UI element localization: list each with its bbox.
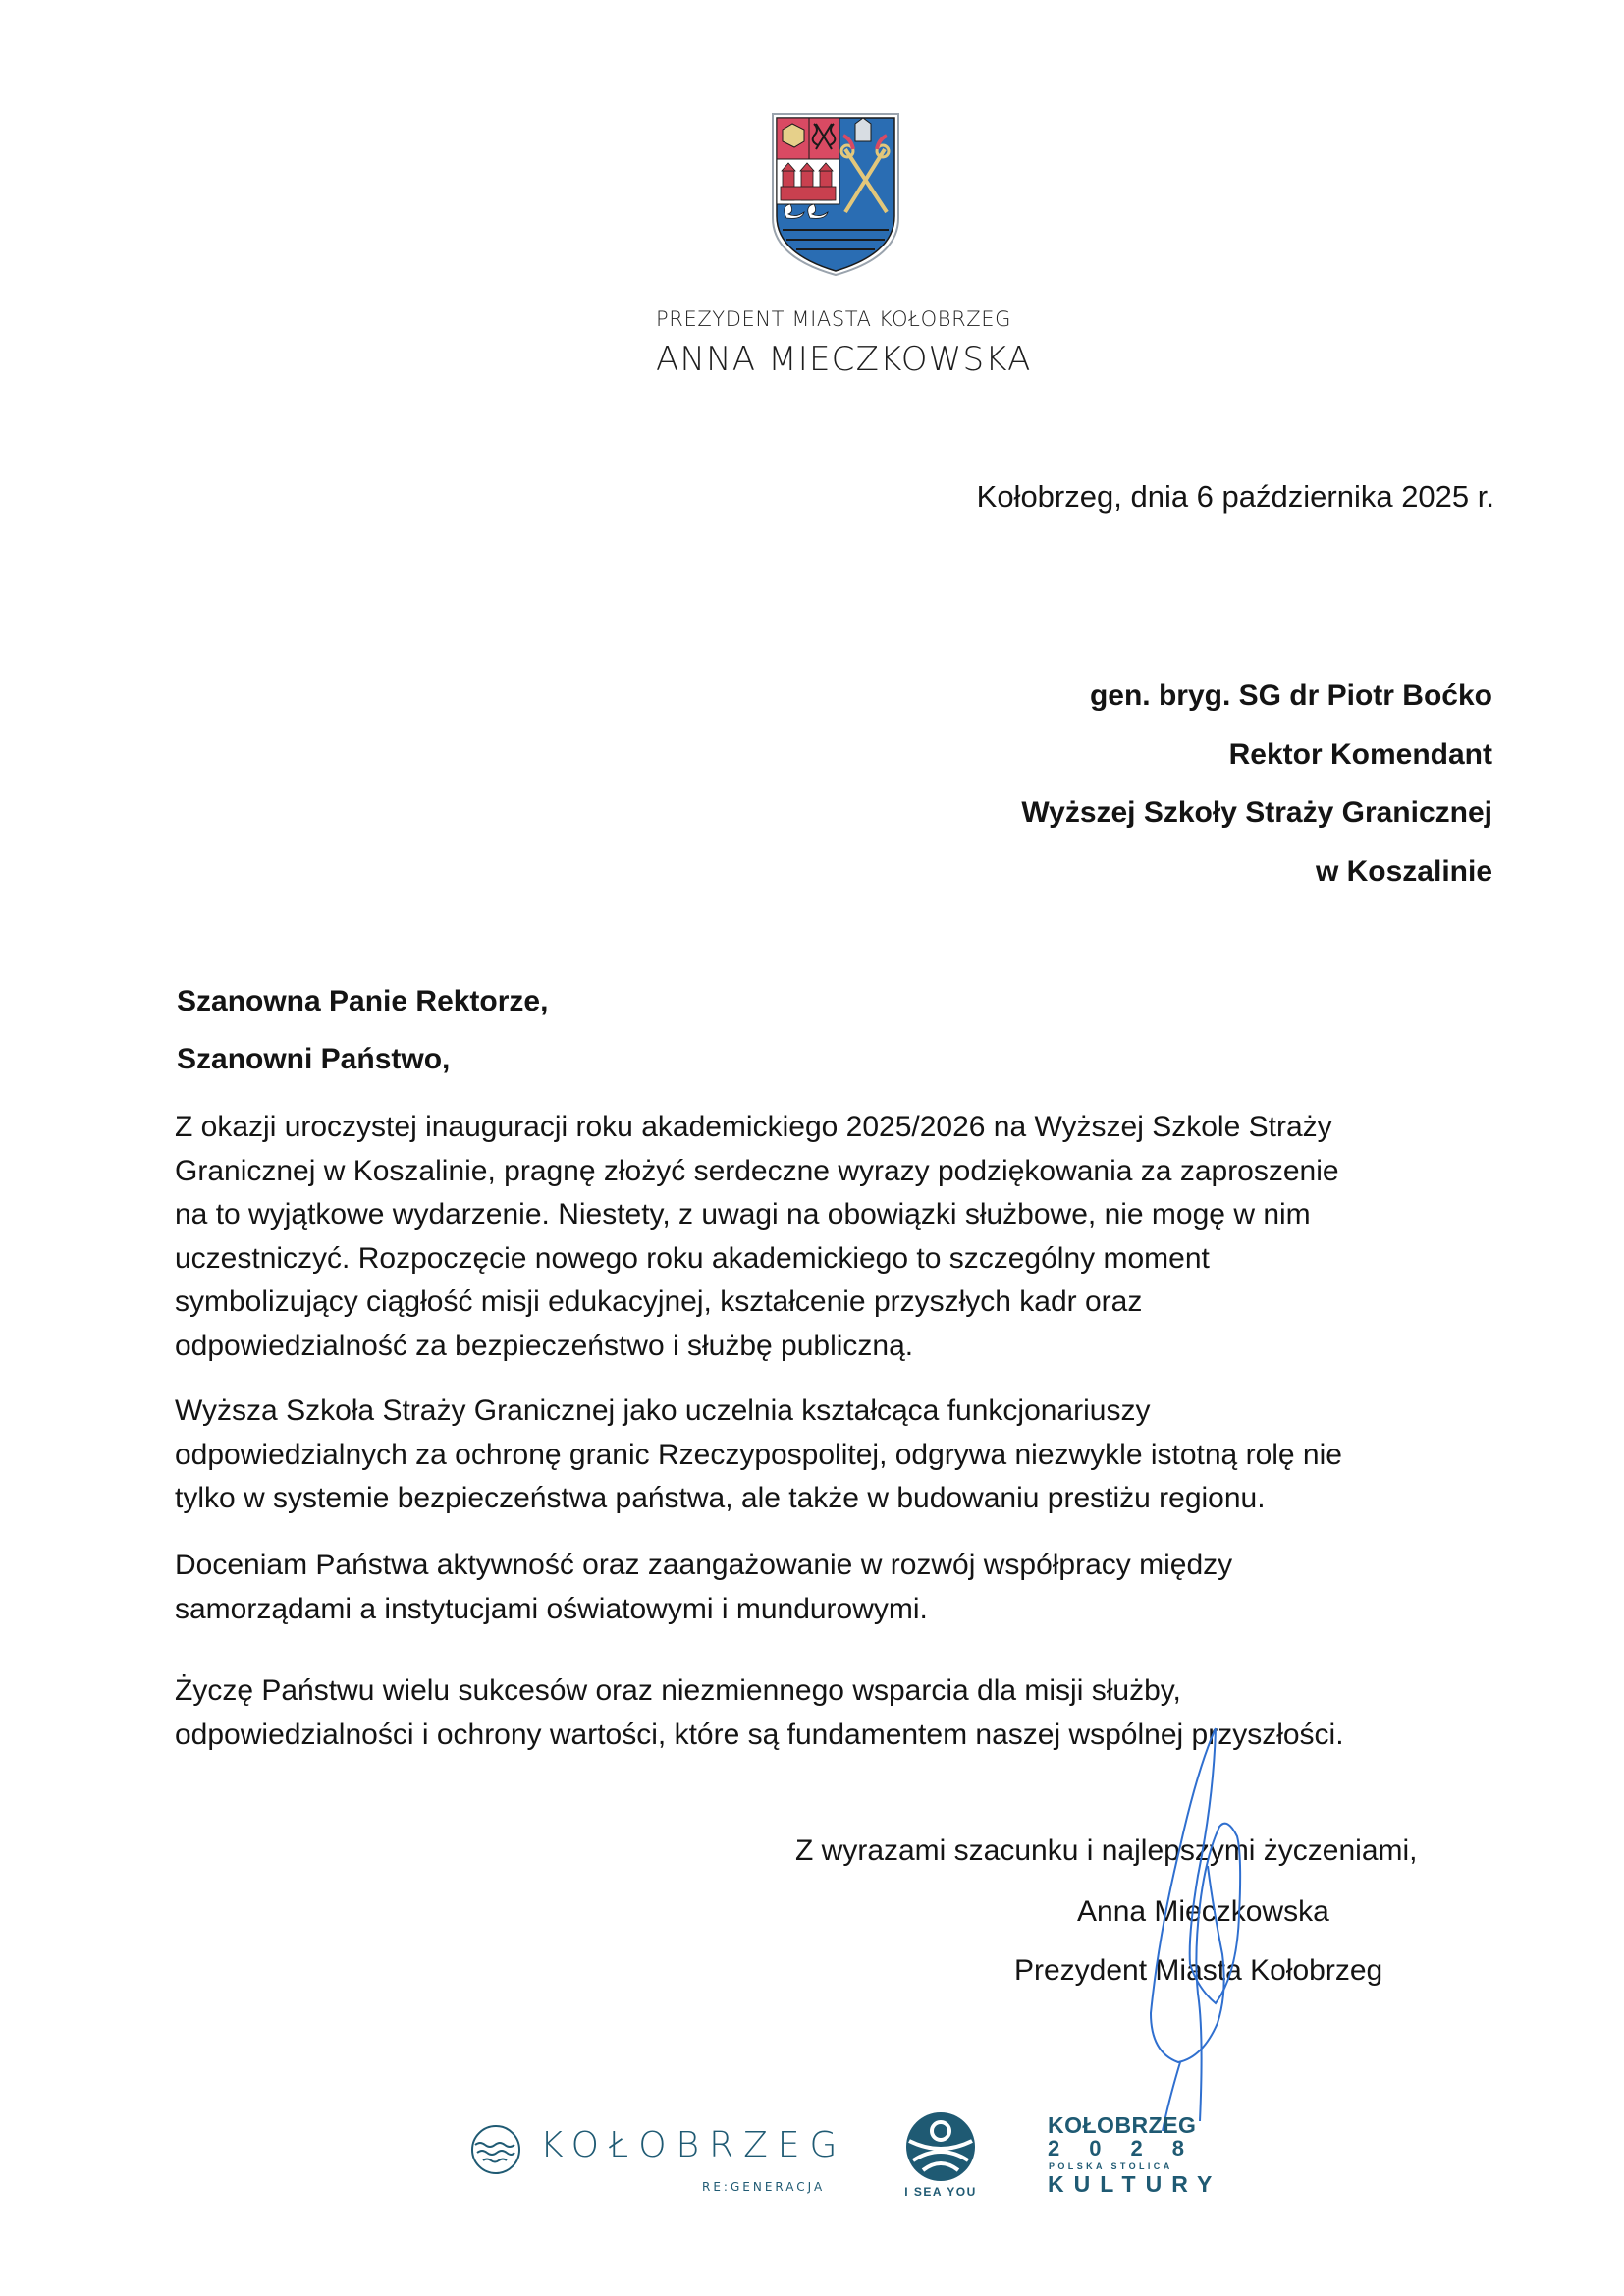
- wave-circle-icon: [469, 2123, 522, 2176]
- paragraph-line: samorządami a instytucjami oświatowymi i mundurowymi.: [175, 1592, 928, 1625]
- logo-subtitle: RE:GENERACJA: [702, 2180, 826, 2194]
- paragraph-line: Życzę Państwu wielu sukcesów oraz niezmiennego wsparcia dla misji służby,: [175, 1674, 1181, 1707]
- paragraph-line: Doceniam Państwa aktywność oraz zaangażowanie w rozwój współpracy między: [175, 1549, 1233, 1581]
- paragraph-line: tylko w systemie bezpieczeństwa państwa, ale także w budowaniu prestiżu regionu.: [175, 1482, 1266, 1514]
- kolobrzeg-regeneracja-logo: [469, 2121, 847, 2200]
- paragraph-line: na to wyjątkowe wydarzenie. Niestety, z uwagi na obowiązki służbowe, nie mogę w nim: [175, 1198, 1311, 1230]
- logo-wordmark: KOŁOBRZEG: [540, 2125, 847, 2165]
- recipient-line: Wyższej Szkoły Straży Granicznej: [1021, 796, 1492, 829]
- paragraph-line: Z okazji uroczystej inauguracji roku akademickiego 2025/2026 na Wyższej Szkole Straży: [175, 1111, 1332, 1143]
- logo-line: 2028: [1048, 2136, 1214, 2160]
- capital-of-culture-logo: [1048, 2112, 1222, 2197]
- i-sea-you-icon: [905, 2111, 976, 2182]
- paragraph-line: odpowiedzialność za bezpieczeństwo i służbę publiczną.: [175, 1329, 914, 1362]
- recipient-line: Rektor Komendant: [1228, 738, 1492, 771]
- body-paragraph: [175, 1669, 1510, 1757]
- signatory-title: Prezydent Miasta Kołobrzeg: [1014, 1954, 1383, 1987]
- letterhead-office: PREZYDENT MIASTA KOŁOBRZEG: [656, 307, 1011, 331]
- date-line: Kołobrzeg, dnia 6 października 2025 r.: [976, 479, 1494, 514]
- body-paragraph: [175, 1106, 1510, 1368]
- paragraph-line: uczestniczyć. Rozpoczęcie nowego roku akademickiego to szczególny moment: [175, 1241, 1210, 1275]
- coat-of-arms-icon: [769, 110, 902, 279]
- body-paragraph: [175, 1544, 1510, 1631]
- signatory-name: Anna Mieczkowska: [1077, 1895, 1329, 1928]
- i-sea-you-logo: [892, 2111, 990, 2200]
- paragraph-line: Wyższa Szkoła Straży Granicznej jako uczelnia kształcąca funkcjonariuszy: [175, 1394, 1151, 1427]
- logo-line: POLSKA STOLICA: [1049, 2161, 1173, 2171]
- paragraph-line: odpowiedzialności i ochrony wartości, które są fundamentem naszej wspólnej przyszłości.: [175, 1718, 1344, 1751]
- logo-line: KULTURY: [1048, 2171, 1222, 2197]
- letterhead-name: ANNA MIECZKOWSKA: [656, 340, 1032, 379]
- logo-caption: I SEA YOU: [904, 2185, 977, 2199]
- logo-line: KOŁOBRZEG: [1048, 2112, 1197, 2138]
- salutation: Szanowni Państwo,: [177, 1043, 451, 1075]
- recipient-line: gen. bryg. SG dr Piotr Boćko: [1089, 680, 1492, 712]
- body-paragraph: [175, 1390, 1510, 1521]
- closing-phrase: Z wyrazami szacunku i najlepszymi życzeniami,: [795, 1834, 1418, 1867]
- recipient-line: w Koszalinie: [1315, 855, 1492, 888]
- paragraph-line: symbolizujący ciągłość misji edukacyjnej, kształcenie przyszłych kadr oraz: [175, 1285, 1143, 1318]
- paragraph-line: odpowiedzialnych za ochronę granic Rzeczypospolitej, odgrywa niezwykle istotną rolę nie: [175, 1438, 1342, 1471]
- salutation: Szanowna Panie Rektorze,: [177, 985, 549, 1017]
- paragraph-line: Granicznej w Koszalinie, pragnę złożyć serdeczne wyrazy podziękowania za zaproszenie: [175, 1154, 1339, 1187]
